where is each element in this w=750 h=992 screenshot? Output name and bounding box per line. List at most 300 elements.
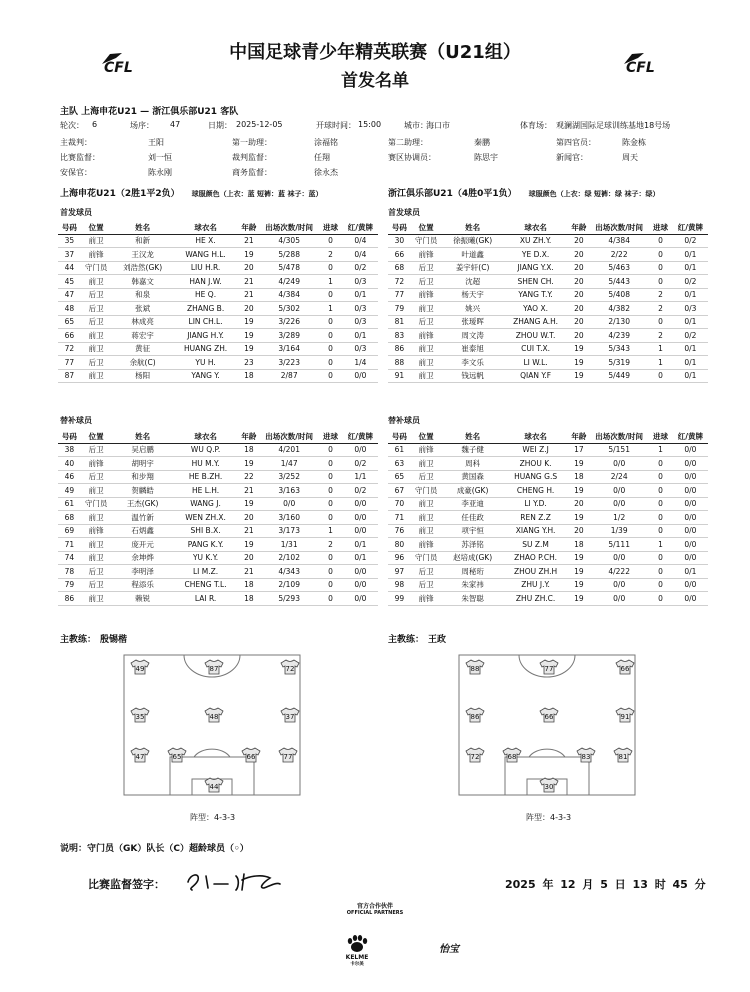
- table-cell: WANG J.: [174, 497, 238, 511]
- away-formation-label: 阵型：4-3-3: [526, 813, 572, 822]
- table-cell: 19: [568, 578, 591, 592]
- meta-commercial: 商务监督： 徐永杰: [232, 168, 338, 177]
- table-cell: CUI T.X.: [504, 342, 568, 356]
- table-cell: 姚兴: [442, 302, 504, 316]
- signing-datetime: 2025 年 12 月 5 日 13 时 45 分: [505, 878, 706, 891]
- table-cell: 4/384: [590, 234, 648, 248]
- column-header: 出场次数/时间: [260, 431, 318, 443]
- shirt-number: 68: [507, 753, 517, 761]
- shirt-number: 72: [470, 753, 480, 761]
- table-cell: 65: [58, 315, 81, 329]
- table-cell: 20: [238, 302, 261, 316]
- table-cell: 72: [388, 275, 411, 289]
- table-cell: 21: [238, 524, 261, 538]
- table-row: [388, 288, 708, 302]
- column-header: 号码: [58, 431, 81, 443]
- table-cell: LI M.Z.: [174, 565, 238, 579]
- table-cell: 19: [568, 551, 591, 565]
- table-cell: 20: [238, 261, 261, 275]
- table-cell: 18: [238, 578, 261, 592]
- table-cell: HUANG ZH.: [174, 342, 238, 356]
- column-header: 球衣名: [174, 222, 238, 234]
- table-cell: 2: [648, 329, 673, 343]
- column-header: 进球: [648, 431, 673, 443]
- table-cell: 18: [238, 592, 261, 606]
- table-row: [58, 578, 378, 592]
- table-cell: 前锋: [81, 524, 112, 538]
- table-cell: 71: [388, 511, 411, 525]
- table-cell: QIAN Y.F: [504, 369, 568, 383]
- player-shirt-icon: [540, 660, 558, 674]
- document-title: 中国足球青少年精英联赛（U21组）: [229, 42, 521, 63]
- table-cell: 20: [568, 302, 591, 316]
- table-cell: 前卫: [81, 329, 112, 343]
- table-cell: 温竹新: [112, 511, 174, 525]
- table-cell: 20: [568, 261, 591, 275]
- table-cell: 0/3: [343, 302, 378, 316]
- table-cell: 19: [568, 356, 591, 370]
- away-subs-table: [388, 431, 708, 606]
- table-cell: 余航(C): [112, 356, 174, 370]
- table-cell: 韩嘉文: [112, 275, 174, 289]
- pitch-outline: [124, 655, 300, 795]
- table-cell: 72: [58, 342, 81, 356]
- table-cell: 0/0: [673, 497, 708, 511]
- table-cell: 前锋: [411, 248, 442, 262]
- table-cell: 22: [238, 470, 261, 484]
- table-cell: 30: [388, 234, 411, 248]
- table-cell: 0/3: [343, 315, 378, 329]
- table-cell: 前卫: [81, 592, 112, 606]
- table-row: [58, 234, 378, 248]
- shirt-number: 44: [209, 783, 219, 791]
- table-cell: SU Z.M: [504, 538, 568, 552]
- table-cell: 0/0: [343, 443, 378, 457]
- table-cell: 0/2: [673, 234, 708, 248]
- column-header: 号码: [388, 431, 411, 443]
- table-row: [58, 551, 378, 565]
- table-cell: 沈超: [442, 275, 504, 289]
- table-cell: 68: [58, 511, 81, 525]
- table-cell: 21: [238, 275, 261, 289]
- home-formation-label: 阵型：4-3-3: [190, 813, 236, 822]
- table-cell: 2: [648, 302, 673, 316]
- table-cell: 0/2: [343, 484, 378, 498]
- column-header: 进球: [648, 222, 673, 234]
- meta-ref-assessor: 裁判监督： 任翔: [232, 153, 330, 162]
- table-cell: 0/0: [343, 565, 378, 579]
- signature-label: 比赛监督签字：: [88, 878, 165, 891]
- table-cell: 黄国森: [442, 470, 504, 484]
- meta-security: 安保官： 陈永刚: [60, 168, 172, 177]
- table-cell: 77: [58, 356, 81, 370]
- table-cell: 2/22: [590, 248, 648, 262]
- table-cell: 0/4: [343, 248, 378, 262]
- table-cell: ZHU ZH.C.: [504, 592, 568, 606]
- table-cell: 前卫: [411, 302, 442, 316]
- table-cell: 程添乐: [112, 578, 174, 592]
- player-shirt-icon: [281, 708, 299, 722]
- table-cell: 0: [648, 592, 673, 606]
- table-cell: 0: [318, 315, 343, 329]
- table-row: [388, 457, 708, 471]
- table-cell: LI W.L.: [504, 356, 568, 370]
- table-cell: 前锋: [411, 443, 442, 457]
- table-cell: 0/0: [343, 592, 378, 606]
- table-cell: 4/239: [590, 329, 648, 343]
- away-team-header: 浙江俱乐部U21（4胜0平1负） 球服颜色（上衣：绿 短裤：绿 袜子：绿）: [388, 189, 660, 199]
- table-cell: 胡明宇: [112, 457, 174, 471]
- table-cell: 周秘珩: [442, 565, 504, 579]
- table-cell: 前卫: [81, 275, 112, 289]
- player-shirt-icon: [205, 778, 223, 792]
- column-header: 位置: [411, 431, 442, 443]
- table-cell: 0: [318, 511, 343, 525]
- table-cell: 0: [318, 565, 343, 579]
- kelme-paw-icon: [346, 935, 368, 953]
- table-row: [388, 261, 708, 275]
- table-cell: ZHOU K.: [504, 457, 568, 471]
- table-cell: 4/305: [260, 234, 318, 248]
- table-cell: 19: [238, 538, 261, 552]
- table-cell: 3/173: [260, 524, 318, 538]
- table-cell: 姜宇轩(C): [442, 261, 504, 275]
- table-row: [58, 524, 378, 538]
- table-cell: 0: [318, 443, 343, 457]
- table-cell: 余坤烨: [112, 551, 174, 565]
- table-cell: 0/0: [673, 578, 708, 592]
- table-cell: 0/0: [673, 457, 708, 471]
- player-shirt-icon: [279, 748, 297, 762]
- table-cell: 黄征: [112, 342, 174, 356]
- table-cell: 48: [58, 302, 81, 316]
- table-cell: 67: [388, 484, 411, 498]
- table-row: [388, 538, 708, 552]
- table-cell: 0/1: [343, 551, 378, 565]
- table-cell: 周文涛: [442, 329, 504, 343]
- table-cell: 后卫: [411, 470, 442, 484]
- table-cell: 2: [318, 538, 343, 552]
- home-team-header: 上海申花U21（2胜1平2负） 球服颜色（上衣：蓝 短裤：蓝 袜子：蓝）: [60, 189, 323, 199]
- shirt-number: 47: [135, 753, 145, 761]
- table-row: [58, 342, 378, 356]
- table-cell: 3/160: [260, 511, 318, 525]
- table-cell: 0/1: [343, 329, 378, 343]
- table-cell: 0/0: [590, 457, 648, 471]
- table-cell: 0/0: [673, 511, 708, 525]
- table-cell: 后卫: [81, 315, 112, 329]
- meta-round: 轮次： 6: [60, 120, 98, 130]
- table-cell: 0: [318, 592, 343, 606]
- table-cell: 前卫: [411, 342, 442, 356]
- table-cell: WANG H.L.: [174, 248, 238, 262]
- table-cell: 0/0: [673, 484, 708, 498]
- table-cell: 0/1: [673, 342, 708, 356]
- table-cell: JIANG H.Y.: [174, 329, 238, 343]
- table-cell: 周科: [442, 457, 504, 471]
- table-cell: 后卫: [411, 565, 442, 579]
- table-row: [388, 443, 708, 457]
- table-cell: 20: [238, 551, 261, 565]
- table-cell: 20: [568, 275, 591, 289]
- table-cell: XIANG Y.H.: [504, 524, 568, 538]
- player-shirt-icon: [540, 778, 558, 792]
- table-cell: 前锋: [411, 538, 442, 552]
- table-cell: 0/0: [673, 551, 708, 565]
- table-cell: 19: [568, 342, 591, 356]
- table-cell: 0/0: [590, 578, 648, 592]
- table-cell: 和步翔: [112, 470, 174, 484]
- handwritten-signature: [180, 866, 290, 896]
- meta-ar2: 第二助理： 秦鹏: [388, 138, 490, 147]
- table-cell: 王汉龙: [112, 248, 174, 262]
- table-cell: 3/163: [260, 484, 318, 498]
- meta-match-no: 场序： 47: [130, 120, 181, 130]
- table-row: [58, 592, 378, 606]
- table-cell: 97: [388, 565, 411, 579]
- table-cell: 前锋: [411, 288, 442, 302]
- home-starters-table: [58, 222, 378, 383]
- table-row: [58, 261, 378, 275]
- table-cell: 0: [648, 551, 673, 565]
- column-header: 年龄: [568, 431, 591, 443]
- table-cell: 5/319: [590, 356, 648, 370]
- table-cell: 0/3: [343, 275, 378, 289]
- column-header: 年龄: [238, 222, 261, 234]
- column-header: 球衣名: [504, 431, 568, 443]
- table-cell: 17: [568, 443, 591, 457]
- table-row: [58, 369, 378, 383]
- table-cell: 0: [648, 578, 673, 592]
- column-header: 红/黄牌: [673, 431, 708, 443]
- table-cell: 杨阳: [112, 369, 174, 383]
- table-cell: JIANG Y.X.: [504, 261, 568, 275]
- table-cell: LAI R.: [174, 592, 238, 606]
- table-cell: 前卫: [81, 369, 112, 383]
- table-cell: 徐振曦(GK): [442, 234, 504, 248]
- table-cell: 蒋宏宇: [112, 329, 174, 343]
- column-header: 姓名: [442, 222, 504, 234]
- table-cell: 0: [648, 524, 673, 538]
- table-cell: 0/2: [673, 275, 708, 289]
- table-cell: 5/343: [590, 342, 648, 356]
- table-cell: 4/222: [590, 565, 648, 579]
- table-cell: 0: [648, 565, 673, 579]
- table-cell: 5/463: [590, 261, 648, 275]
- table-cell: 成豪(GK): [442, 484, 504, 498]
- home-coach: 主教练： 殷锡楷: [60, 635, 128, 645]
- table-cell: 后卫: [81, 288, 112, 302]
- table-row: [388, 497, 708, 511]
- table-cell: 35: [58, 234, 81, 248]
- column-header: 进球: [318, 431, 343, 443]
- meta-ar1: 第一助理： 涂福铭: [232, 138, 338, 147]
- table-cell: 65: [388, 470, 411, 484]
- table-cell: 0: [318, 288, 343, 302]
- table-cell: 21: [238, 288, 261, 302]
- table-cell: 守门员: [411, 551, 442, 565]
- column-header: 出场次数/时间: [590, 222, 648, 234]
- table-cell: 0/1: [673, 369, 708, 383]
- table-cell: 98: [388, 578, 411, 592]
- table-cell: 4/343: [260, 565, 318, 579]
- table-cell: 0/0: [673, 538, 708, 552]
- table-cell: 1: [318, 302, 343, 316]
- table-row: [388, 315, 708, 329]
- table-row: [388, 356, 708, 370]
- table-cell: 37: [58, 248, 81, 262]
- column-header: 红/黄牌: [343, 222, 378, 234]
- table-row: [388, 342, 708, 356]
- table-cell: 70: [388, 497, 411, 511]
- table-row: [58, 470, 378, 484]
- table-row: [388, 369, 708, 383]
- table-cell: 5/443: [590, 275, 648, 289]
- table-cell: 19: [568, 592, 591, 606]
- table-cell: 前卫: [81, 342, 112, 356]
- table-cell: 2/102: [260, 551, 318, 565]
- table-cell: 38: [58, 443, 81, 457]
- document-subtitle: 首发名单: [341, 71, 409, 91]
- player-shirt-icon: [205, 660, 223, 674]
- table-cell: ZHANG A.H.: [504, 315, 568, 329]
- table-cell: 守门员: [81, 497, 112, 511]
- kelme-logo: KELME 卡尔美: [345, 954, 369, 967]
- table-cell: 5/151: [590, 443, 648, 457]
- shirt-number: 91: [620, 713, 630, 721]
- table-cell: 4/201: [260, 443, 318, 457]
- shirt-number: 66: [246, 753, 256, 761]
- column-header: 红/黄牌: [673, 222, 708, 234]
- table-cell: HE X.: [174, 234, 238, 248]
- table-row: [58, 538, 378, 552]
- table-cell: PANG K.Y.: [174, 538, 238, 552]
- table-row: [388, 511, 708, 525]
- table-cell: 1/39: [590, 524, 648, 538]
- shirt-number: 86: [470, 713, 480, 721]
- table-cell: 王杰(GK): [112, 497, 174, 511]
- table-cell: 0/0: [343, 511, 378, 525]
- column-header: 红/黄牌: [343, 431, 378, 443]
- table-cell: 2/24: [590, 470, 648, 484]
- table-cell: 任佳政: [442, 511, 504, 525]
- table-row: [58, 288, 378, 302]
- table-cell: 19: [568, 369, 591, 383]
- table-cell: 0/1: [343, 288, 378, 302]
- table-cell: 0: [648, 275, 673, 289]
- shirt-number: 77: [283, 753, 293, 761]
- table-cell: 0: [318, 261, 343, 275]
- table-cell: 0/0: [343, 369, 378, 383]
- table-cell: YE D.X.: [504, 248, 568, 262]
- table-cell: 0/0: [673, 470, 708, 484]
- table-cell: 0: [648, 315, 673, 329]
- table-cell: 1/31: [260, 538, 318, 552]
- table-cell: 19: [238, 342, 261, 356]
- table-cell: HE Q.: [174, 288, 238, 302]
- table-cell: SHEN CH.: [504, 275, 568, 289]
- table-cell: 0: [648, 234, 673, 248]
- table-cell: 74: [58, 551, 81, 565]
- table-cell: 前卫: [81, 484, 112, 498]
- table-cell: HUANG G.S: [504, 470, 568, 484]
- table-cell: 后卫: [81, 578, 112, 592]
- shirt-number: 30: [544, 783, 554, 791]
- table-cell: CHENG T.L.: [174, 578, 238, 592]
- table-cell: 86: [58, 592, 81, 606]
- table-cell: 后卫: [411, 315, 442, 329]
- table-cell: 赖锐: [112, 592, 174, 606]
- table-row: [58, 511, 378, 525]
- table-cell: 0/0: [590, 497, 648, 511]
- table-cell: 0: [318, 497, 343, 511]
- table-cell: 18: [238, 443, 261, 457]
- table-cell: 86: [388, 342, 411, 356]
- shirt-number: 87: [209, 665, 219, 673]
- table-cell: 2: [648, 288, 673, 302]
- table-cell: 贺麟皓: [112, 484, 174, 498]
- table-row: [58, 302, 378, 316]
- table-cell: 1/1: [343, 470, 378, 484]
- table-cell: 19: [568, 565, 591, 579]
- table-row: [58, 275, 378, 289]
- table-cell: 1: [648, 356, 673, 370]
- penalty-arc: [529, 749, 565, 757]
- table-row: [58, 356, 378, 370]
- table-cell: ZHU J.Y.: [504, 578, 568, 592]
- meta-supervisor: 比赛监督： 刘一恒: [60, 153, 172, 162]
- table-cell: 20: [568, 315, 591, 329]
- table-row: [58, 443, 378, 457]
- table-row: [58, 565, 378, 579]
- table-cell: 61: [388, 443, 411, 457]
- column-header: 号码: [388, 222, 411, 234]
- table-cell: 0/0: [590, 484, 648, 498]
- player-shirt-icon: [131, 708, 149, 722]
- shirt-number: 37: [285, 713, 295, 721]
- table-cell: 后卫: [411, 578, 442, 592]
- penalty-arc: [194, 749, 230, 757]
- table-cell: 5/302: [260, 302, 318, 316]
- table-cell: 前卫: [411, 497, 442, 511]
- meta-venue: 体育场： 观澜湖国际足球训练基地18号场: [520, 121, 671, 130]
- table-cell: 19: [238, 315, 261, 329]
- table-cell: 20: [568, 288, 591, 302]
- table-cell: 守门员: [81, 261, 112, 275]
- table-cell: 0/1: [673, 315, 708, 329]
- table-row: [388, 551, 708, 565]
- table-cell: 前锋: [411, 592, 442, 606]
- table-cell: 0: [318, 234, 343, 248]
- table-cell: REN Z.Z: [504, 511, 568, 525]
- table-cell: 0/2: [343, 457, 378, 471]
- table-cell: YU K.Y.: [174, 551, 238, 565]
- table-cell: 2/87: [260, 369, 318, 383]
- player-shirt-icon: [503, 748, 521, 762]
- player-shirt-icon: [577, 748, 595, 762]
- table-cell: 0/0: [673, 524, 708, 538]
- table-cell: 朱智聪: [442, 592, 504, 606]
- table-row: [388, 275, 708, 289]
- table-cell: 19: [238, 497, 261, 511]
- table-cell: 5/111: [590, 538, 648, 552]
- player-shirt-icon: [466, 748, 484, 762]
- column-header: 姓名: [112, 222, 174, 234]
- table-cell: 1: [648, 342, 673, 356]
- table-row: [58, 315, 378, 329]
- table-cell: WEN ZH.X.: [174, 511, 238, 525]
- shirt-number: 49: [135, 665, 145, 673]
